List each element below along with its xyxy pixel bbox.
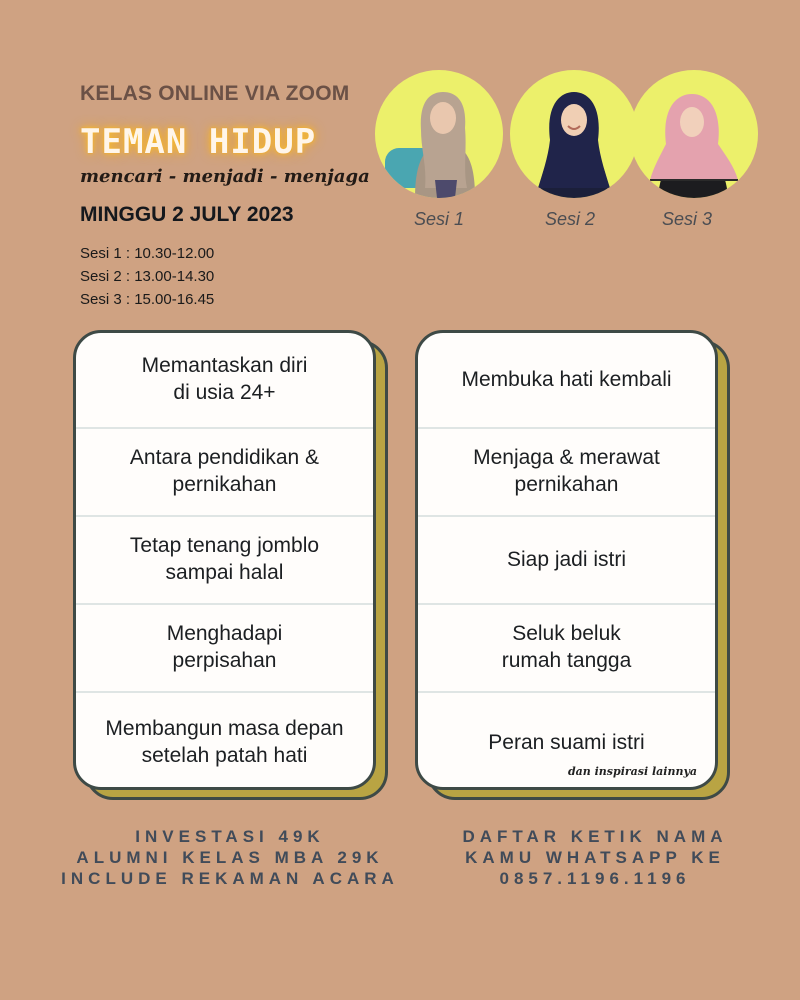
whatsapp-number[interactable]: 0857.1196.1196 [499,869,691,888]
registration-line: KAMU WHATSAPP KE [465,848,725,867]
topic-item: Siap jadi istri [418,517,715,605]
speaker-caption-1: Sesi 1 [414,209,465,229]
card-face [73,330,376,790]
speaker-caption-2: Sesi 2 [545,209,596,229]
topic-item-last [418,693,715,790]
pricing-info [40,826,420,889]
event-title: TEMAN HIDUP [80,122,317,162]
topic-item: Antara pendidikan & pernikahan [76,429,373,517]
speaker-photo-icon [510,70,638,198]
speaker-photo-icon [630,70,758,198]
schedule-session-2: Sesi 2 : 13.00-14.30 [80,268,215,285]
card-face [415,330,718,790]
event-eyebrow: KELAS ONLINE VIA ZOOM [80,82,350,105]
topic-item-label: Peran suami istri [488,730,645,754]
topic-item: Membuka hati kembali [418,333,715,429]
topic-item: Seluk beluk rumah tangga [418,605,715,693]
schedule-session-3: Sesi 3 : 15.00-16.45 [80,291,215,308]
speaker-caption-3: Sesi 3 [662,209,713,229]
topic-item: Tetap tenang jomblo sampai halal [76,517,373,605]
event-date: MINGGU 2 JULY 2023 [80,203,294,226]
extra-note: dan inspirasi lainnya [567,764,697,778]
speaker-photo-icon [375,70,503,198]
topics-card-left [73,330,376,790]
event-subtitle: mencari - menjadi - menjaga [80,166,370,187]
topic-item: Membangun masa depan setelah patah hati [105,717,344,767]
schedule-session-1: Sesi 1 : 10.30-12.00 [80,245,215,262]
pricing-line: ALUMNI KELAS MBA 29K [76,848,384,867]
topic-item: Menjaga & merawat pernikahan [418,429,715,517]
topics-card-right [415,330,718,790]
pricing-line: INCLUDE REKAMAN ACARA [61,869,399,888]
topic-item: Memantaskan diri di usia 24+ [76,333,373,429]
topic-item: Menghadapi perpisahan [76,605,373,693]
registration-line: DAFTAR KETIK NAMA [462,827,728,846]
registration-info [430,826,760,889]
pricing-line: INVESTASI 49K [135,827,325,846]
